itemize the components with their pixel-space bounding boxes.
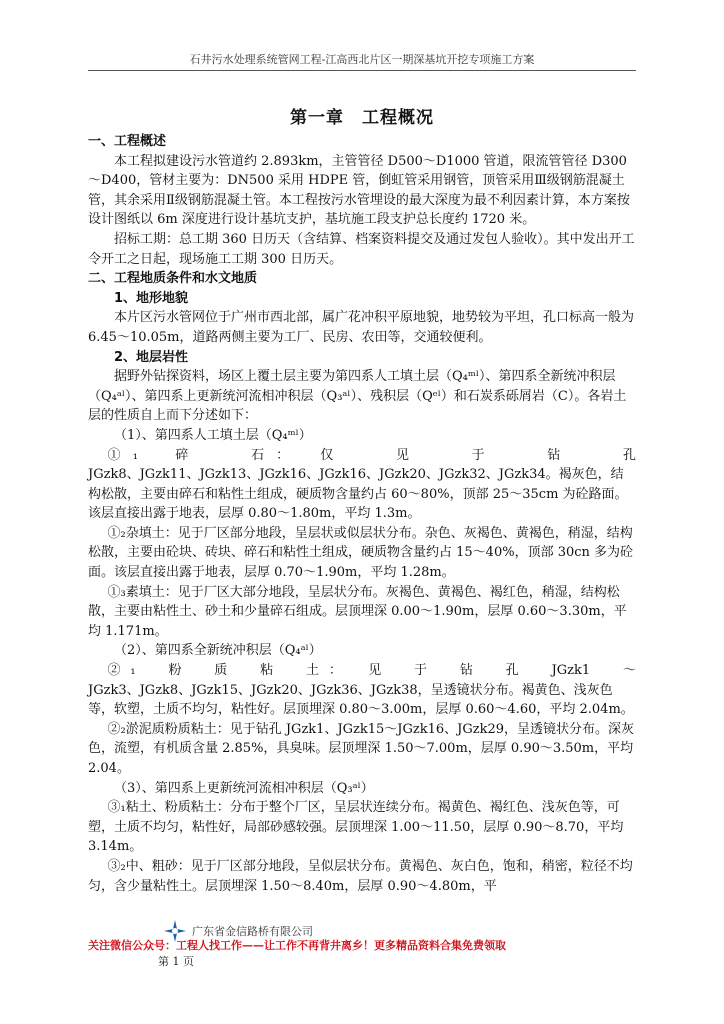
layer2-a-text: JGzk3、JGzk8、JGzk15、JGzk20、JGzk36、JGzk38，呈透镜状分布。褐黄色、浅灰色等，软塑，土质不均匀，粘性好。层顶埋深 0.80～3.00m，层厚 0.60～4.60，平均 2.04m。 (88, 682, 634, 718)
layer1-b-text: ①₂杂填土：见于厂区部分地段，呈层状或似层状分布。杂色、灰褐色、黄褐色，稍湿，结构松散，主要由砼块、砖块、碎石和粘性土组成，硬质物含量约占 15～40%，顶部 30cn 多为砼面。该层直接出露于地表，层厚 0.70～1.90m，平均 1.28m。 (88, 525, 634, 581)
chapter-title: 第一章 工程概况 (290, 108, 434, 128)
page-number: 第 1 页 (158, 955, 194, 968)
subheading-terrain: 1、地形地貌 (114, 290, 189, 306)
layer1-a-text: JGzk8、JGzk11、JGzk13、JGzk16、JGzk16、JGzk20、JGzk32、JGzk34。褐灰色，结构松散，主要由碎石和粘性土组成，硬质物含量约占 60～80%，顶部 25～35cm 为砼路面。该层直接出露于地表，层厚 0.80～1.80m，平均 1.3m。 (88, 467, 628, 522)
layer1-a-lead: ①₁ 碎 石： 仅 见 于 钻 孔 (107, 447, 636, 463)
header-divider (88, 70, 636, 71)
paragraph-strata: 据野外钻探资料，场区上覆土层主要为第四系人工填土层（Q₄ᵐˡ）、第四系全新统冲积层（Q₄ᵃˡ）、第四系上更新统河流相冲积层（Q₃ᵃˡ）、残积层（Qᵉˡ）和石炭系砾屑岩（C）。各岩土层的性质自上而下分述如下： (88, 369, 627, 424)
layer2-a-lead: ②₁ 粉 质 粘 土： 见 于 钻 孔 JGzk1 ～ (107, 663, 636, 679)
company-name: 广东省金信路桥有限公司 (192, 925, 313, 938)
document-body (88, 132, 636, 896)
layer3-heading: （3）、第四系上更新统河流相冲积层（Q₃ᵃˡ） (114, 780, 374, 796)
layer1-heading: （1）、第四系人工填土层（Q₄ᵐˡ） (114, 427, 312, 443)
subheading-strata: 2、地层岩性 (114, 349, 189, 365)
section-heading-overview: 一、工程概述 (88, 134, 167, 149)
layer3-b-text: ③₂中、粗砂：见于厂区部分地段，呈似层状分布。黄褐色、灰白色，饱和，稍密，粒径不均匀，含少量粘性土。层顶埋深 1.50～8.40m，层厚 0.90～4.80m，平 (88, 858, 633, 894)
paragraph-schedule: 招标工期：总工期 360 日历天（含结算、档案资料提交及通过发包人验收）。其中发出开工令开工之日起，现场施工工期 300 日历天。 (88, 231, 635, 267)
paragraph-overview: 本工程拟建设污水管道约 2.893km，主管管径 D500～D1000 管道，限流管管径 D300～D400，管材主要为：DN500 采用 HDPE 管，倒虹管采用钢管，顶管采用Ⅲ级钢筋混凝土管，其余采用Ⅱ级钢筋混凝土管。本工程按污水管埋设的最大深度为最不利因素计算，本方案按设计图纸以 6m 深度进行设计基坑支护，基坑施工段支护总长度约 1720 米。 (88, 153, 630, 228)
layer1-c-text: ①₃素填土：见于厂区大部分地段，呈层状分布。灰褐色、黄褐色、褐红色，稍湿，结构松散，主要由粘性土、砂土和少量碎石组成。层顶埋深 0.00～1.90m，层厚 0.60～3.30m，平均 1.171m。 (88, 584, 627, 639)
paragraph-terrain: 本片区污水管网位于广州市西北部，属广花冲积平原地貌，地势较为平坦，孔口标高一般为 6.45～10.05m，道路两侧主要为工厂、民房、农田等，交通较便利。 (88, 310, 635, 345)
promo-banner: 关注微信公众号：工程人找工作——让工作不再背井离乡！更多精品资料合集免费领取 (88, 939, 506, 952)
section-heading-geology: 二、工程地质条件和水文地质 (88, 271, 258, 287)
page-header: 石井污水处理系统管网工程-江高西北片区一期深基坑开挖专项施工方案 (189, 53, 535, 66)
layer3-a-text: ③₁粘土、粉质粘土：分布于整个厂区，呈层状连续分布。褐黄色、褐红色、浅灰色等，可塑，土质不均匀，粘性好，局部砂感较强。层顶埋深 1.00～11.50，层厚 0.90～8.70，平均 3.14m。 (88, 800, 624, 855)
layer2-b-text: ②₂淤泥质粉质粘土：见于钻孔 JGzk1、JGzk15～JGzk16、JGzk29，呈透镜状分布。深灰色，流塑，有机质含量 2.85%，具臭味。层顶埋深 1.50～7.00m，层厚 0.90～3.50m，平均 2.04。 (88, 721, 635, 776)
layer2-heading: （2）、第四系全新统冲积层（Q₄ᵃˡ） (114, 643, 322, 659)
